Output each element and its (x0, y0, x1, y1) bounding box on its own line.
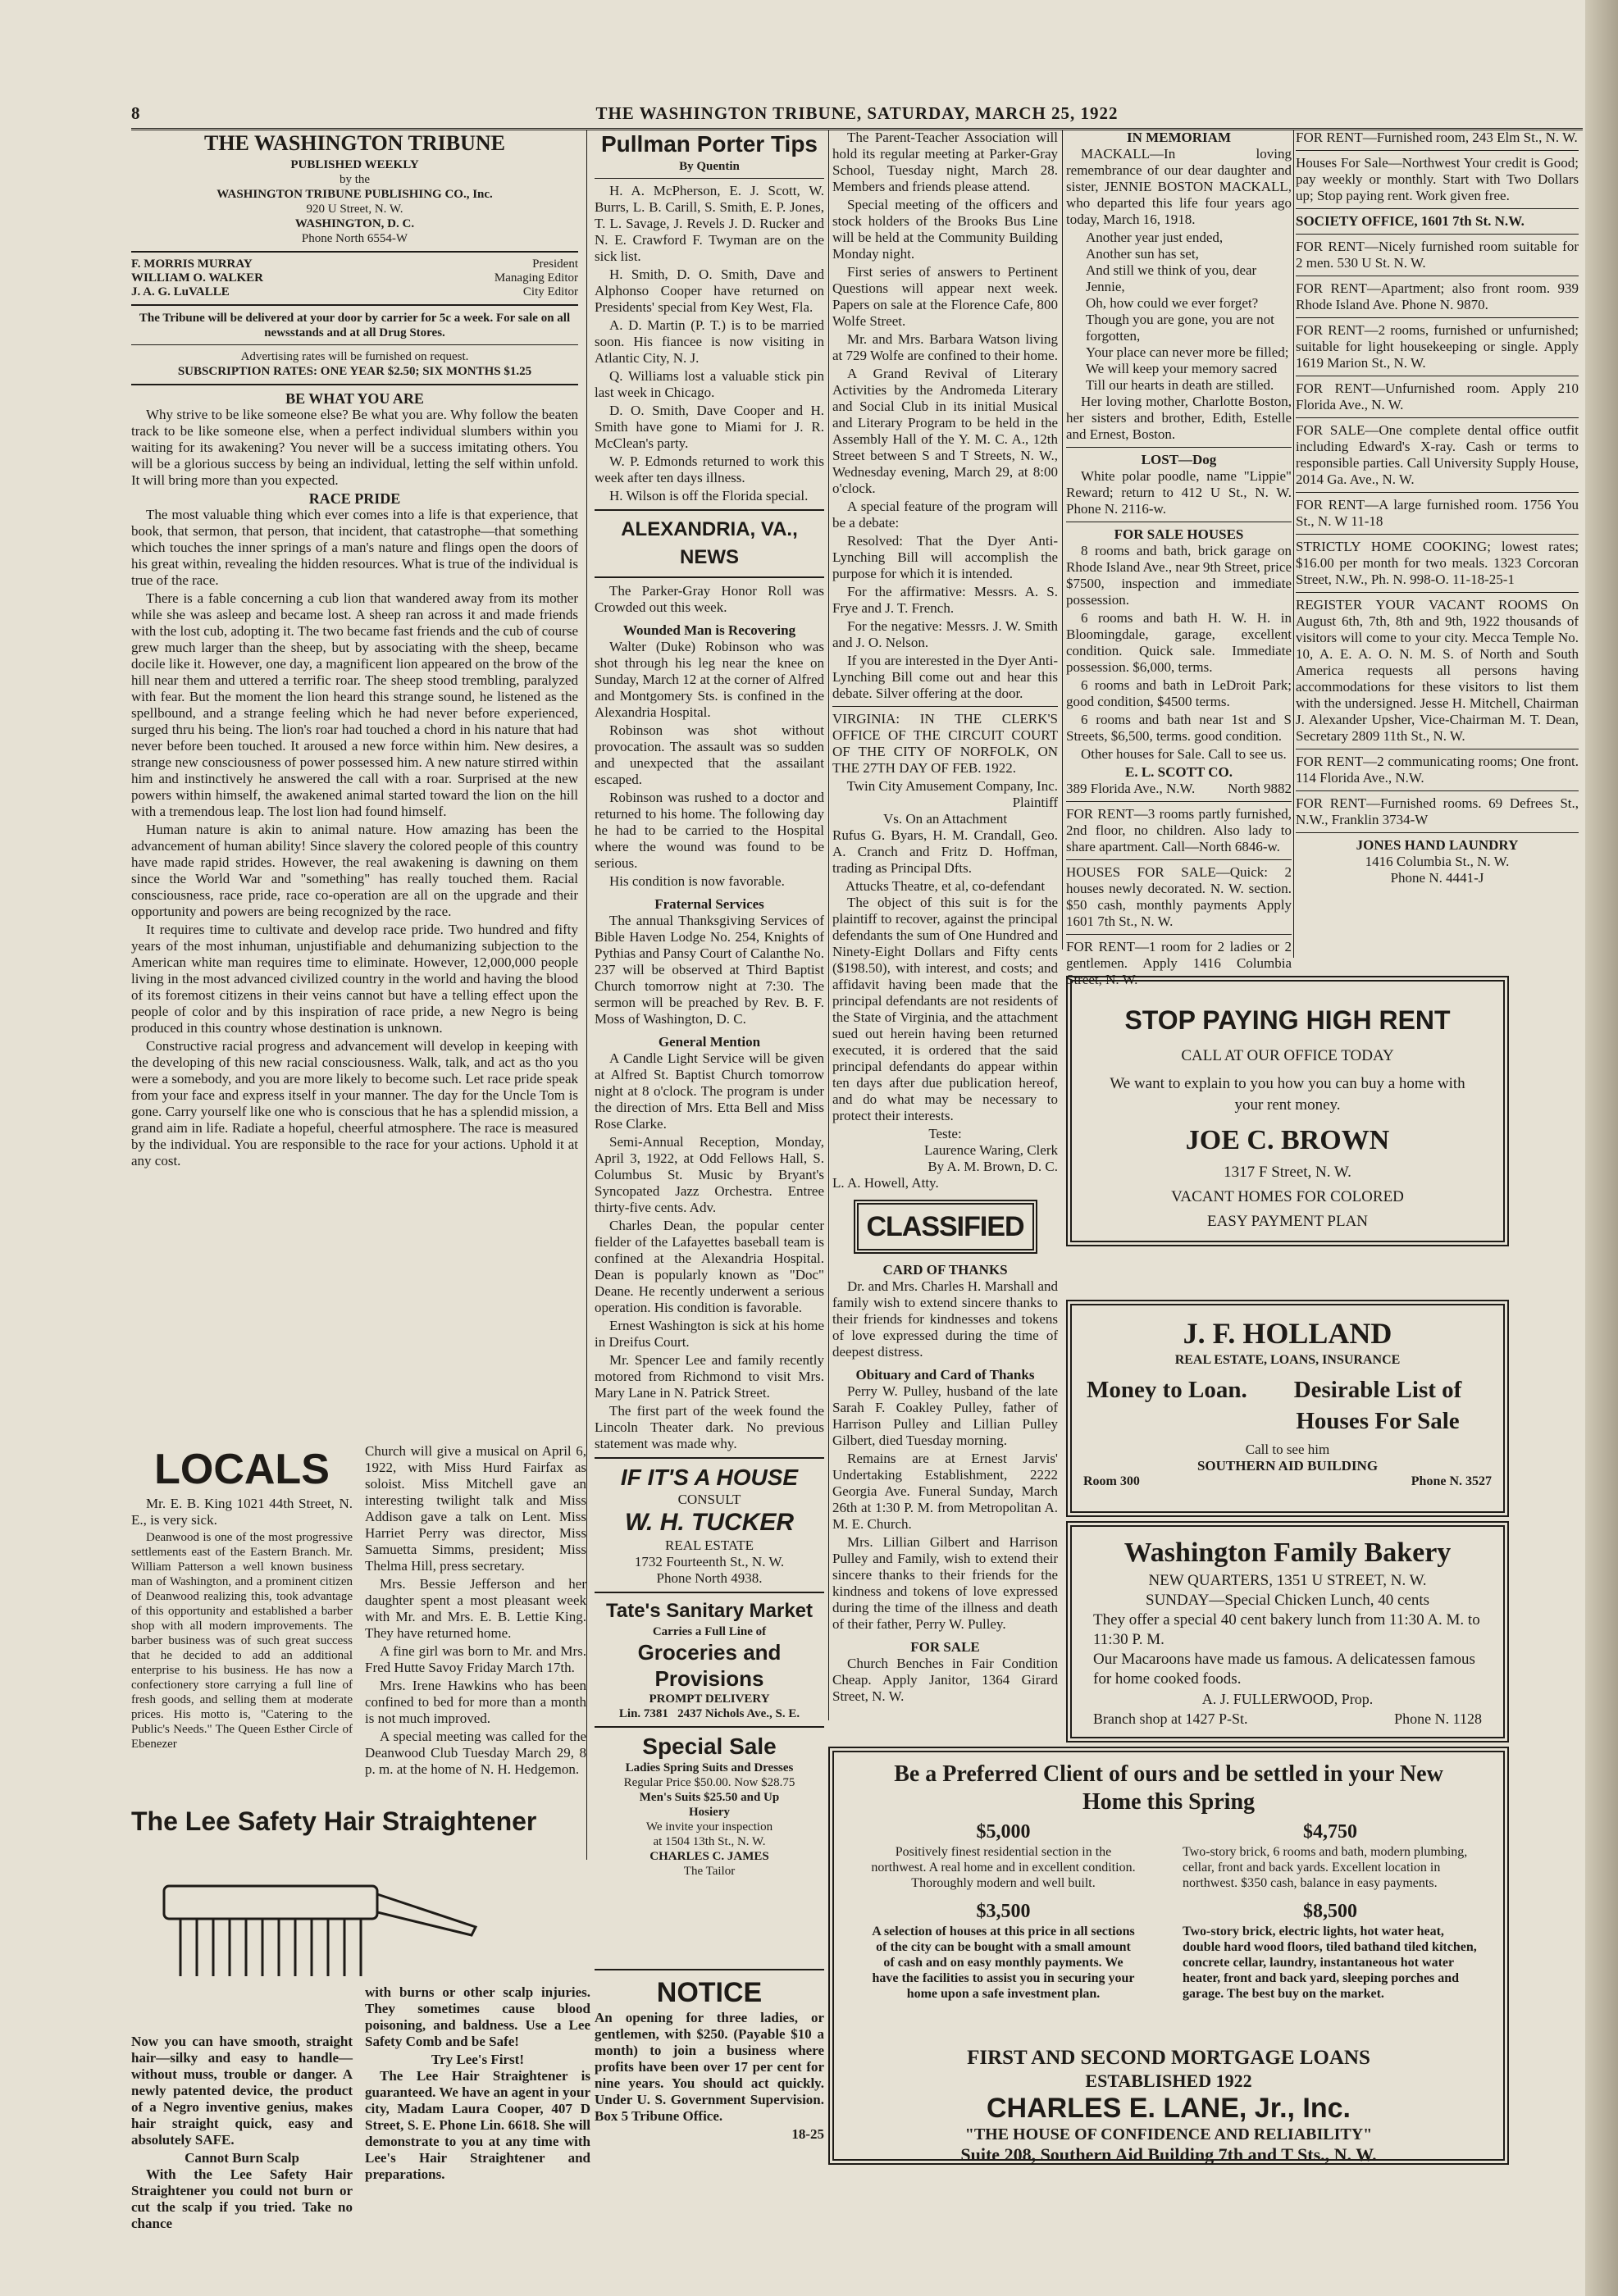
lee-column (365, 1984, 590, 2184)
subhead: FOR SALE HOUSES (1114, 526, 1244, 542)
lane-price: $8,500 (1303, 1901, 1357, 1922)
classified-item: FOR RENT—Unfurnished room. Apply 210 Florida Ave., N. W. (1296, 380, 1579, 412)
by-the: by the (339, 173, 371, 186)
locals-column (131, 1443, 353, 1753)
staff-row: F. MORRIS MURRAY President (131, 257, 578, 271)
masthead-title: THE WASHINGTON TRIBUNE, SATURDAY, MARCH 25, 1922 (595, 103, 1119, 123)
laundry-line: Phone N. 4441-J (1390, 870, 1484, 886)
publisher-phone: Phone North 6554-W (301, 232, 408, 245)
brown-line: VACANT HOMES FOR COLORED (1171, 1188, 1404, 1205)
tate-goods: Groceries and Provisions (637, 1640, 782, 1691)
subhead: LOST—Dog (1141, 452, 1217, 467)
news-item: Charles Dean, the popular center fielder of the Lafayettes baseball team is confined at the Alexandria Hospital. Dean is popularly known as "Doc" Deane. He recently underwent a serious operation. His condition is favorable. (595, 1218, 824, 1315)
editorial-title: RACE PRIDE (308, 490, 401, 507)
page-number: 8 (131, 103, 140, 123)
lee-subhead: Cannot Burn Scalp (185, 2150, 299, 2166)
classified-item: Houses For Sale—Northwest Your credit is Good; pay weekly or monthly. Start with Two Dollars up; Stop paying rent. Work given free. (1296, 155, 1579, 203)
subhead: General Mention (658, 1034, 761, 1050)
pullman-item: Q. Williams lost a valuable stick pin last week in Chicago. (595, 368, 824, 400)
lane-offer-col (1166, 1820, 1494, 2002)
news-item: Remains are at Ernest Jarvis' Undertaking Establishment, 2222 Georgia Ave. Funeral Sunday, March 26th at 1:30 P. M. from Metropolitan A. M. E. Church. (832, 1451, 1058, 1532)
news-item: The Parent-Teacher Association will hold its regular meeting at Parker-Gray School, Tuesday night, March 28. Members and friends please attend. (832, 130, 1058, 194)
lane-loans: FIRST AND SECOND MORTGAGE LOANS (967, 2047, 1370, 2069)
editorial-text: The most valuable thing which ever comes into a life is that experience, that book, that sermon, that person, that incident, that catastrophe—that something which touches the inner springs of a man's nature and flings open the doors of his great within, revealing the hidden resources. What is true of the individual is true of the race. (131, 507, 578, 588)
pullman-item: A. D. Martin (P. T.) is to be married soon. His fiancee is now visiting in Atlantic City, N. J. (595, 317, 824, 366)
brown-realty-ad (1066, 976, 1509, 1246)
classified-item: FOR SALE—One complete dental office outfit including Edward's X-ray. Cash or terms to responsible parties. Call University Supply House, 2014 Ga. Ave., N. W. (1296, 422, 1579, 487)
news-item: A Grand Revival of Literary Activities by the Andromeda Literary and Social Club in its initial Musical and Literary Program to be held in the Assembly Hall of the Y. M. C. A., 12th Street between S and T Streets, N. W., Wednesday evening, March 29, at 8:00 o'clock. (832, 366, 1058, 496)
holland-footer: Room 300 Phone N. 3527 (1083, 1474, 1492, 1488)
news-item: Church Benches in Fair Condition Cheap. Apply Janitor, 1364 Girard Street, N. W. (832, 1656, 1058, 1704)
holland-line: SOUTHERN AID BUILDING (1196, 1458, 1379, 1474)
local-item: Mrs. Bessie Jefferson and her daughter spent a most pleasant week with Mr. and Mrs. E. B. Lettie King. They have returned home. (365, 1576, 586, 1641)
classified-column (1066, 130, 1292, 991)
staff-list (131, 257, 578, 299)
pullman-item: H. Smith, D. O. Smith, Dave and Alphonso Cooper have returned on Presidents' special from Key West, Fla. (595, 266, 824, 315)
lane-offer-text: A selection of houses at this price in all sections of the city can be bought with a small amount of cash and on easy monthly payments. We have the facilities to assist you in securing your home upon a safe investment plan. (872, 1925, 1135, 2001)
news-item: A special feature of the program will be a debate: (832, 499, 1058, 531)
classified-item: FOR RENT—Nicely furnished room suitable for 2 men. 530 U St. N. W. (1296, 239, 1579, 271)
classified-item: FOR RENT—Furnished rooms. 69 Defrees St., N.W., Franklin 3734-W (1296, 795, 1579, 827)
brown-line: 1317 F Street, N. W. (1224, 1164, 1351, 1181)
pullman-column (595, 130, 824, 1878)
paper-name: THE WASHINGTON TRIBUNE (203, 131, 505, 155)
column-rule (1062, 130, 1063, 950)
lee-hair-ad (131, 1804, 595, 2231)
news-item: Special meeting of the officers and stock holders of the Brooks Bus Line will be held at the Community Building Monday night. (832, 197, 1058, 262)
classified-item: FOR RENT—Furnished room, 243 Elm St., N. W. (1296, 130, 1578, 145)
lane-est: ESTABLISHED 1922 (1085, 2070, 1252, 2091)
lee-text: with burns or other scalp injuries. They sometimes cause blood poisoning, and baldness. Use a Lee Safety Comb and be Safe! (365, 1984, 590, 2049)
special-sale-ad (595, 1733, 824, 1879)
sale-line: Men's Suits $25.50 and Up (639, 1791, 780, 1804)
subhead: Obituary and Card of Thanks (855, 1367, 1035, 1383)
column-rule (828, 130, 829, 1720)
published-line: PUBLISHED WEEKLY (290, 158, 419, 171)
lane-offer-text: Two-story brick, electric lights, hot water heat, double hard wood floors, tiled bathand tiled kitchen, concrete cellar, laundry, instantaneous hot water heater, front and back yard, sleeping porches and garage. The best buy on the market. (1183, 1925, 1477, 2001)
subhead: Fraternal Services (654, 896, 764, 912)
pullman-item: H. Wilson is off the Florida special. (609, 488, 809, 503)
notice-text: An opening for three ladies, or gentlemen, with $250. (Payable $10 a month) to join a business where profits have been over 17 per cent for nine years. You should act quickly. Under U. S. Government Supervision. Box 5 Tribune Office. (595, 2010, 824, 2124)
sale-title: Special Sale (642, 1733, 777, 1759)
classified-item: FOR RENT—2 rooms, furnished or unfurnished; suitable for light housekeeping or single. Apply 1619 Marion St., N. W. (1296, 322, 1579, 371)
editorial-text: Why strive to be like someone else? Be what you are. Why follow the beaten track to be like someone else, when a perfect individual slumbers within you waiting for its awakening? You never will be a success imitating others. You will be a glorious success by being an individual, letting the self within unfold. It will bring more than you expected. (131, 407, 578, 488)
news-item: If you are interested in the Dyer Anti-Lynching Bill come out and hear this debate. Silver offering at the door. (832, 653, 1058, 701)
classified-item: HOUSES FOR SALE—Quick: 2 houses newly decorated. N. W. section. $50 cash, monthly payments Apply 1601 7th St., N. W. (1066, 864, 1292, 929)
classified-item: STRICTLY HOME COOKING; lowest rates; $16.00 per month for two meals. 1323 Corcoran Street, N.W., Ph. N. 998-O. 11-18-25-1 (1296, 539, 1579, 587)
laundry-name: JONES HAND LAUNDRY (1356, 837, 1519, 853)
bakery-footer: Branch shop at 1427 P-St. Phone N. 1128 (1093, 1711, 1482, 1727)
bakery-owner: A. J. FULLERWOOD, Prop. (1201, 1691, 1374, 1707)
tate-footer: Lin. 7381 2437 Nichols Ave., S. E. (618, 1707, 800, 1720)
classified-item: 8 rooms and bath, brick garage on Rhode Island Ave., near 9th Street, price $7500, inspection and immediate possession. (1066, 543, 1292, 608)
news-item: Walter (Duke) Robinson who was shot through his leg near the knee on Sunday, March 12 at the corner of Alfred and Montgomery Sts. is confined in the Alexandria Hospital. (595, 639, 824, 720)
editorial-text: There is a fable concerning a cub lion that wandered away from its mother while she was asleep and became lost. A sheep ran across it and made friends with the lost cub, adopting it. The two became fast friends and the cub of course grew much larger than the sheep, but by associating with the sheep, became docile like it. However, one day, a magnificent lion appeared on the brow of the hill near them and uttered a terrific roar. The sheep stood trembling, paralyzed with fear. But the moment the lion heard this strange sound, he listened as the spellbound, and a strange feeling which he had never before experienced, surged thru his being. The lion's roar had touched a chord in his nature that had never before been touched. It aroused a new force within him. New desires, a strange new consciousness of power possessed him. A new nature stirred within him and instinctively he answered the call with a roar. Surprised at the new powers within himself, the awakened animal started toward the lion on the hill with a tremendous leap. The lost lion had found himself. (131, 590, 578, 819)
lee-text: With the Lee Safety Hair Straightener you could not burn or cut the scalp if you tried. Take no chance (131, 2166, 353, 2231)
local-item: Mrs. Irene Hawkins who has been confined to bed for more than a month is not much improved. (365, 1678, 586, 1726)
holland-ad (1066, 1300, 1509, 1517)
lee-text: Now you can have smooth, straight hair—silky and easy to handle—without muss, trouble or danger. A newly patented device, the product of a Negro inventive genius, makes hair straight quick, easy and absolutely SAFE. (131, 2034, 353, 2148)
tucker-name: W. H. TUCKER (624, 1509, 795, 1536)
lane-title: Be a Preferred Client of ours and be settled in your New Home this Spring (894, 1761, 1443, 1815)
news-item: First series of answers to Pertinent Questions will appear next week. Papers on sale at the Florence Cafe, 800 Wolfe Street. (832, 264, 1058, 329)
notice-ad (595, 1964, 824, 2161)
classified-item: FOR RENT—1 room for 2 ladies or 2 gentlemen. Apply 1416 Columbia Street, N. W. (1066, 939, 1292, 987)
scott-name: E. L. SCOTT CO. (1124, 764, 1233, 780)
locals-title: LOCALS (154, 1446, 330, 1493)
lee-text: The Lee Hair Straightener is guaranteed. We have an agent in your city, Madam Laura Cooper, 407 D Street, S. E. Phone Lin. 6618. She will demonstrate to you at any time with Lee's Hair Straightener and preparations. (365, 2068, 591, 2182)
pullman-item: W. P. Edmonds returned to work this week after ten days illness. (595, 453, 824, 485)
holland-line: REAL ESTATE, LOANS, INSURANCE (1174, 1353, 1401, 1367)
lane-offer-text: Two-story brick, 6 rooms and bath, modern plumbing, cellar, front and back yards. Excellent location in northwest. $350 cash, balance in easy payments. (1183, 1845, 1468, 1890)
news-item: Robinson was rushed to a doctor and returned to his home. The following day he had to be carried to the Hospital where the wound was found to be serious. (595, 790, 824, 871)
classified-box (854, 1200, 1037, 1254)
lane-name: CHARLES E. LANE, Jr., Inc. (987, 2093, 1351, 2124)
news-item: For the affirmative: Messrs. A. S. Frye and J. T. French. (832, 584, 1058, 616)
classified-item: FOR RENT—Apartment; also front room. 939 Rhode Island Ave. Phone N. 9870. (1296, 280, 1579, 312)
classified-item: Other houses for Sale. Call to see us. (1081, 746, 1287, 762)
column-rule (1293, 130, 1294, 958)
news-item: The annual Thanksgiving Services of Bible Haven Lodge No. 254, Knights of Pythias and Pansy Court of Calanthe No. 237 will be observed at Third Baptist Church tomorrow night at 7:30. The sermon will be preached by Rev. B. F. Moss of Washington, D. C. (595, 913, 824, 1027)
delivery-note: The Tribune will be delivered at your door by carrier for 5c a week. For sale on all newsstands and at all Drug Stores. (139, 312, 571, 339)
sale-line: We invite your inspection (645, 1820, 773, 1834)
classified-column (1296, 130, 1579, 991)
editorial-text: Human nature is akin to animal nature. How amazing has been the advancement of human ability! Since slavery the colored people of this country have made rapid strides. However, the real awakening is dawning on them since the World War and "something" has really touched them. Racial consciousness, race pride, race co-operation are all on the upgrade and their opportunity and powers are being recognized by the race. (131, 822, 578, 919)
news-item: Robinson was shot without provocation. The assault was so sudden and unexpected that the assailant escaped. (595, 722, 824, 787)
local-item: Church will give a musical on April 6, 1922, with Miss Hurd Fairfax as soloist. Miss Mitchell gave an interesting twilight talk and Miss Addison gave a talk on Lent. Miss Harriet Perry was director, Miss Samuetta Simms, president; Miss Thelma Hill, press secretary. (365, 1443, 586, 1574)
legal-body: The object of this suit is for the plaintiff to recover, against the principal defendants the sum of One Hundred and Ninety-Eight Dollars and Fifty cents ($198.50), with interest, and costs; and affidavit having been made that the principal defendants are not residents of the State of Virginia, and the attachment sued out herein having been returned executed, it is ordered that the said principal defendants do appear within ten days after due publication hereof, and do what may be necessary to protect their interests. (832, 895, 1058, 1123)
legal-line: L. A. Howell, Atty. (832, 1175, 939, 1191)
lane-suite: Suite 208, Southern Aid Building 7th and T Sts., N. W. (960, 2144, 1377, 2165)
holland-line: Call to see him (1245, 1442, 1330, 1457)
local-item: A special meeting was called for the Deanwood Club Tuesday March 29, 8 p. m. at the home of N. H. Hedgemon. (365, 1729, 586, 1777)
lane-offer-text: Positively finest residential section in the northwest. A real home and in excellent condition. Thoroughly modern and well built. (871, 1845, 1136, 1890)
classified-item: FOR RENT—A large furnished room. 1756 You St., N. W 11-18 (1296, 497, 1579, 529)
bakery-line: NEW QUARTERS, 1351 U STREET, N. W. (1148, 1572, 1427, 1589)
tucker-headline: IF IT'S A HOUSE (620, 1465, 799, 1490)
classified-item: 6 rooms and bath H. W. H. in Bloomingdale, garage, excellent condition. Quick sale. Immediate possession. $6,000, terms. (1066, 610, 1292, 675)
staff-row: WILLIAM O. WALKER Managing Editor (131, 271, 578, 285)
alexandria-title: ALEXANDRIA, VA., NEWS (621, 518, 798, 568)
pullman-item: D. O. Smith, Dave Cooper and H. Smith have gone to Miami for J. R. McClean's party. (595, 403, 824, 451)
news-item: Mr. and Mrs. Barbara Watson living at 729 Wolfe are confined to their home. (832, 331, 1058, 363)
laundry-line: 1416 Columbia St., N. W. (1365, 854, 1510, 869)
advertising-note: Advertising rates will be furnished on request. (240, 350, 469, 363)
pullman-byline: By Quentin (679, 160, 740, 173)
lane-price: $4,750 (1303, 1821, 1357, 1843)
classified-item: REGISTER YOUR VACANT ROOMS On August 6th, 7th, 8th and 9th, 1922 thousands of visitors will come to your city. Mecca Temple No. 10, A. E. A. O. N. M. S. of North and South America requests all persons having accommodations for these visitors to list them with the undersigned. Jesse H. Mitchell, Chairman J. Alexander Upsher, Vice-Chairman M. T. Dean, Secretary 2809 11th St., N. W. (1296, 597, 1579, 744)
legal-line: Laurence Waring, Clerk (923, 1142, 1058, 1158)
lane-motto: "THE HOUSE OF CONFIDENCE AND RELIABILITY" (964, 2125, 1373, 2143)
legal-line: Vs. On an Attachment (882, 811, 1008, 827)
tucker-consult: CONSULT (677, 1492, 741, 1507)
classified-item: 6 rooms and bath near 1st and S Streets, $6,500, terms. good condition. (1066, 712, 1292, 744)
local-item: A fine girl was born to Mr. and Mrs. Fred Hutte Savoy Friday March 17th. (365, 1643, 586, 1675)
subscription-rates: SUBSCRIPTION RATES: ONE YEAR $2.50; SIX MONTHS $1.25 (177, 365, 532, 378)
lane-footer (834, 2046, 1503, 2166)
subhead: FOR SALE (910, 1639, 980, 1655)
news-item: Mrs. Lillian Gilbert and Harrison Pulley and Family, wish to extend their sincere thanks to their friends for the kindness and tokens of love expressed during the time of the illness and death of their father, Perry W. Pulley. (832, 1534, 1058, 1632)
bakery-line: They offer a special 40 cent bakery lunch from 11:30 A. M. to 11:30 P. M. (1093, 1611, 1480, 1648)
brown-line: We want to explain to you how you can buy a home with your rent money. (1110, 1075, 1465, 1114)
subhead: Wounded Man is Recovering (622, 622, 796, 638)
tate-line: Carries a Full Line of (652, 1625, 767, 1638)
staff-row: J. A. G. LuVALLE City Editor (131, 285, 578, 298)
legal-line: Rufus G. Byars, H. M. Crandall, Geo. A. Cranch and Fritz D. Hoffman, trading as Principal Dfts. (832, 827, 1058, 876)
editorial-text: It requires time to cultivate and develop race pride. Two hundred and fifty years of the most inhuman, unjustifiable and dehumanizing subjection to the American white man requires time to eliminate. However, 12,000,000 people living in the most advanced civilized country in the world and having the blood of its foremost citizens in their veins cannot but have a telling effect upon the people of color and by this inspiration of race pride, a new Negro is being produced in this country whose destination is unknown. (131, 922, 578, 1036)
subhead: CARD OF THANKS (882, 1262, 1008, 1278)
news-item: Dr. and Mrs. Charles H. Marshall and family wish to extend sincere thanks to their friends for kindnesses and tokens of love expressed during the time of deepest distress. (832, 1278, 1058, 1360)
bakery-title: Washington Family Bakery (1123, 1538, 1452, 1568)
sale-line: Regular Price $50.00. Now $28.75 (623, 1776, 795, 1789)
editorial-column (131, 130, 578, 1405)
publisher: WASHINGTON TRIBUNE PUBLISHING CO., Inc. (216, 188, 493, 201)
masthead (131, 98, 1583, 130)
legal-line: Twin City Amusement Company, Inc. Plaintiff (846, 778, 1058, 810)
tucker-line: REAL ESTATE (664, 1538, 754, 1553)
locals-column (365, 1443, 586, 1779)
news-item: Resolved: That the Dyer Anti-Lynching Bill will accomplish the purpose for which it is intended. (832, 533, 1058, 581)
tucker-ad (595, 1464, 824, 1587)
legal-line: By A. M. Brown, D. C. (928, 1159, 1058, 1174)
bakery-ad (1066, 1521, 1509, 1742)
lane-price: $5,000 (976, 1821, 1031, 1843)
lane-realty-ad (828, 1747, 1509, 2165)
classified-item: 6 rooms and bath in LeDroit Park; good condition, $4500 terms. (1066, 677, 1292, 709)
scott-contact: 389 Florida Ave., N.W. North 9882 (1066, 781, 1292, 796)
brown-name: JOE C. BROWN (1185, 1125, 1390, 1155)
sale-line: Hosiery (689, 1806, 730, 1819)
sale-line: Ladies Spring Suits and Dresses (625, 1761, 794, 1774)
notice-title: NOTICE (656, 1977, 763, 2008)
lee-subhead: Try Lee's First! (431, 2052, 524, 2067)
local-item: Deanwood is one of the most progressive settlements east of the Eastern Branch. Mr. William Patterson a well known business man of Washington, and a prominent citizen of Deanwood realizing this, took advantage of this opportunity and established a barber shop with all modern improvements. The barber business was of such great success that he decided to add an additional enterprise to his business. He has now a confectionery store carrying a full line of fresh goods, and selling them at moderate prices. His motto is, "Catering to the Public's Needs." The Queen Esther Circle of Ebenezer (131, 1531, 353, 1751)
classified-item: FOR RENT—3 rooms partly furnished, 2nd floor, no children. Also lady to share apartment. Call—North 6846-w. (1066, 806, 1292, 854)
pullman-title: Pullman Porter Tips (601, 131, 818, 157)
lane-offer-col (845, 1820, 1161, 2002)
holland-name: J. F. HOLLAND (1183, 1317, 1392, 1350)
tate-line: PROMPT DELIVERY (649, 1692, 770, 1706)
classified-title: CLASSIFIED (866, 1211, 1024, 1242)
tucker-line: Phone North 4938. (656, 1570, 763, 1586)
classified-item: SOCIETY OFFICE, 1601 7th St. N.W. (1296, 213, 1525, 229)
brown-title: STOP PAYING HIGH RENT (1124, 1005, 1451, 1035)
news-item: Semi-Annual Reception, Monday, April 3, 1922, at Odd Fellows Hall, S. Columbus St. Music by Bryant's Syncopated Jazz Orchestra. Entree thirty-five cents. Adv. (595, 1134, 824, 1215)
news-item: Ernest Washington is sick at his home in Dreifus Court. (595, 1318, 824, 1350)
publisher-city: WASHINGTON, D. C. (294, 217, 415, 230)
memoriam-poem: Another year just ended, Another sun has set, And still we think of you, dear Jennie, Oh, how could we ever forget? Though you are gone, you are not forgotten, Your place can never more be filled; We will keep your memory sacred Till our hearts in death are stilled. (1086, 230, 1289, 393)
brown-line: EASY PAYMENT PLAN (1206, 1213, 1369, 1230)
brown-line: CALL AT OUR OFFICE TODAY (1181, 1047, 1394, 1064)
legal-line: Teste: (928, 1126, 962, 1141)
pullman-item: H. A. McPherson, E. J. Scott, W. Burrs, L. B. Carill, S. Smith, E. P. Jones, T. L. Savage, J. Revels J. D. Rucker and N. E. Crawford F. Twyman are on the sick list. (595, 183, 824, 264)
news-item: Mr. Spencer Lee and family recently motored from Richmond to visit Mrs. Mary Lane in N. Patrick Street. (595, 1352, 824, 1401)
page-edge (1585, 0, 1618, 2296)
bakery-line: Our Macaroons have made us famous. A delicatessen famous for home cooked foods. (1093, 1651, 1475, 1688)
sale-line: The Tailor (683, 1865, 736, 1878)
subhead: IN MEMORIAM (1126, 130, 1231, 145)
local-item: Mr. E. B. King 1021 44th Street, N. E., is very sick. (131, 1496, 353, 1528)
tate-ad (595, 1598, 824, 1721)
lee-title: The Lee Safety Hair Straightener (131, 1806, 537, 1836)
news-item: For the negative: Messrs. J. W. Smith and J. O. Nelson. (832, 618, 1058, 650)
holland-headline: Money to Loan. Desirable List of Houses For Sale (1087, 1377, 1462, 1434)
sale-line: at 1504 13th St., N. W. (653, 1835, 766, 1848)
editorial-title: BE WHAT YOU ARE (285, 390, 424, 407)
publisher-address: 920 U Street, N. W. (306, 203, 403, 216)
legal-line: Attucks Theatre, et al, co-defendant (845, 878, 1046, 894)
news-item: A Candle Light Service will be given at Alfred St. Baptist Church tomorrow night at 8 o'clock. The program is under the direction of Mrs. Etta Bell and Miss Rose Clarke. (595, 1050, 824, 1132)
news-item: Perry W. Pulley, husband of the late Sarah F. Coakley Pulley, father of Harrison Pulley and Lillian Pulley Gilbert, died Tuesday morning. (832, 1383, 1058, 1448)
lee-column (131, 2034, 353, 2234)
tate-title: Tate's Sanitary Market (605, 1600, 814, 1622)
legal-notice-head: VIRGINIA: IN THE CLERK'S OFFICE OF THE CIRCUIT COURT OF THE CITY OF NORFOLK, ON THE 27TH DAY OF FEB. 1922. (832, 711, 1058, 776)
editorial-text: Constructive racial progress and advancement will develop in keeping with the developing of this new racial consciousness. Walk, talk, and act as tho you were a somebody, and you are more likely to become such. Let race pride speak from your face and express itself in your manner. The day for the Uncle Tom is gone. Carry yourself like one who is conscious that he has a splendid mission, a grand aim in life. Radiate a hopeful, cheerful atmosphere. The race is measured by the individual. You are responsible to the race for your actions. Uphold it at any cost. (131, 1038, 578, 1168)
bakery-line: SUNDAY—Special Chicken Lunch, 40 cents (1146, 1592, 1429, 1609)
news-item: The first part of the week found the Lincoln Theater dark. No previous statement was made why. (595, 1403, 824, 1451)
classified-item: FOR RENT—2 communicating rooms; One front. 114 Florida Ave., N.W. (1296, 754, 1579, 786)
news-item: The Parker-Gray Honor Roll was Crowded out this week. (595, 583, 824, 615)
sale-line: CHARLES C. JAMES (649, 1850, 769, 1863)
classified-item: White polar poodle, name "Lippie" Reward; return to 412 U St., N. W. Phone N. 2116-w. (1066, 468, 1292, 517)
notice-code: 18-25 (791, 2126, 824, 2142)
memoriam-text: MACKALL—In loving remembrance of our dear daughter and sister, JENNIE BOSTON MACKALL, who departed this life four years ago today, March 16, 1918. (1066, 146, 1292, 227)
lane-price: $3,500 (976, 1901, 1031, 1922)
news-column (832, 130, 1058, 1712)
memoriam-text: Her loving mother, Charlotte Boston, her sisters and brother, Edith, Estelle and Ernest, Boston. (1066, 394, 1292, 442)
tucker-line: 1732 Fourteenth St., N. W. (634, 1554, 785, 1569)
news-item: His condition is now favorable. (609, 873, 785, 889)
